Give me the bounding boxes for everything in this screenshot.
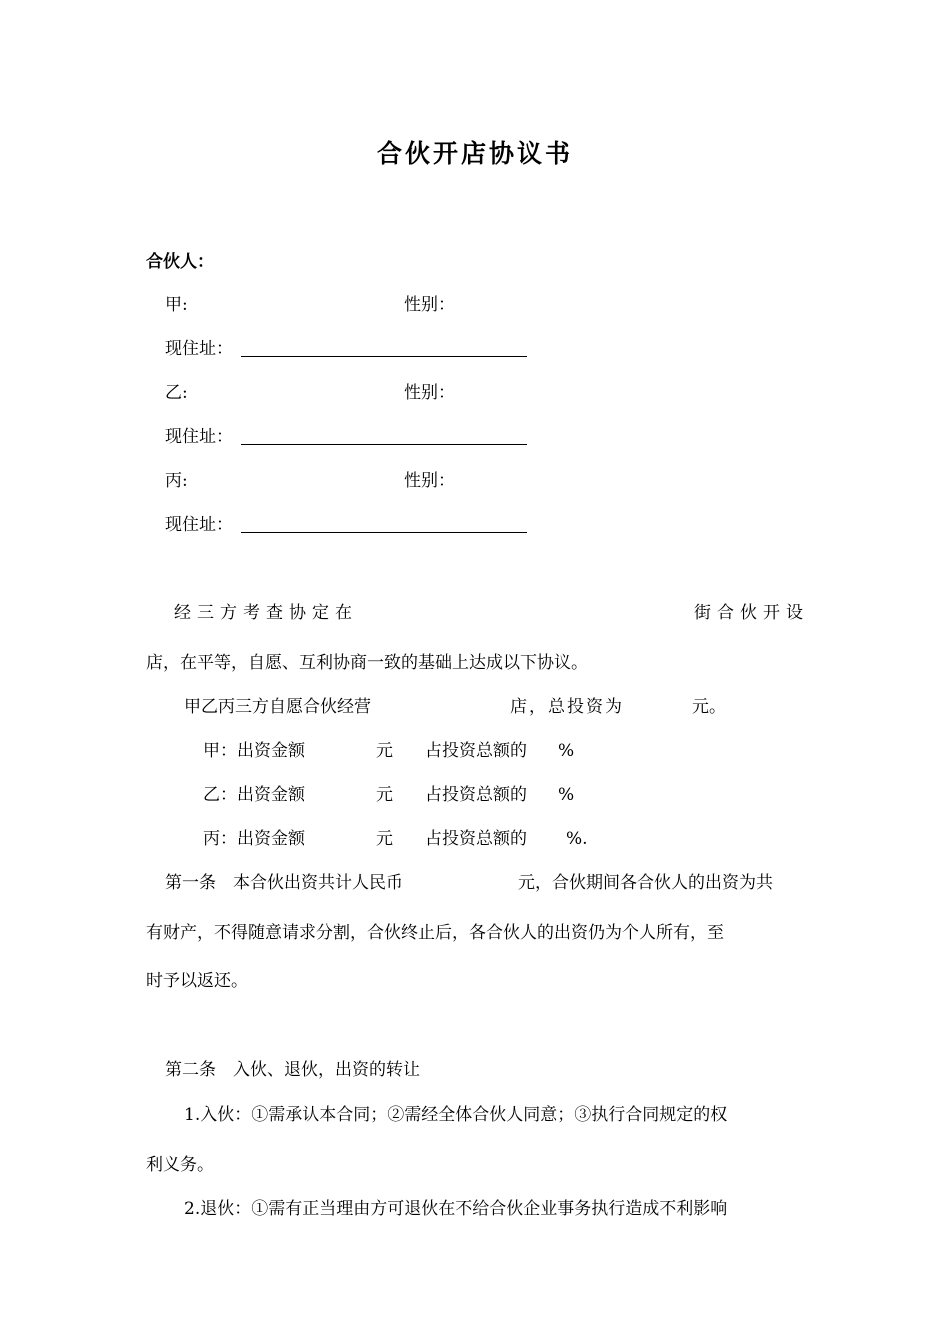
article1-line1-left: 第一条 本合伙出资共计人民币 <box>165 873 403 893</box>
article1-line2: 有财产，不得随意请求分割，合伙终止后，各合伙人的出资仍为个人所有，至 <box>146 923 724 943</box>
partner-b-gender-label: 性别： <box>404 383 455 403</box>
partner-c-label: 丙: <box>165 471 188 491</box>
partner-b-label: 乙: <box>165 383 188 403</box>
investment-row-b-share: 占投资总额的 <box>425 785 527 805</box>
partner-c-gender-label: 性别： <box>404 471 455 491</box>
partner-c-address-label: 现住址： <box>165 515 233 535</box>
article1-line1-right: 元，合伙期间各合伙人的出资为共 <box>518 873 773 893</box>
investment-line-right: 元。 <box>692 697 726 717</box>
investment-row-b-label: 乙：出资金额 <box>203 785 305 805</box>
article2-item2-line1: 2.退伙：①需有正当理由方可退伙在不给合伙企业事务执行造成不利影响 <box>184 1199 728 1219</box>
investment-row-b-pct: % <box>558 785 575 805</box>
partner-a-address-label: 现住址： <box>165 339 233 359</box>
investment-row-a-share: 占投资总额的 <box>425 741 527 761</box>
partner-b-address-label: 现住址： <box>165 427 233 447</box>
partner-a-address-blank <box>241 356 527 357</box>
investment-row-a-unit: 元 <box>376 741 393 761</box>
document-title: 合伙开店协议书 <box>376 139 573 168</box>
article2-item1-line1: 1.入伙：①需承认本合同；②需经全体合伙人同意；③执行合同规定的权 <box>184 1105 728 1125</box>
article1-line3: 时予以返还。 <box>146 971 248 991</box>
investment-line-mid: 店，总投资为 <box>510 697 624 717</box>
intro-line2: 店，在平等，自愿、互利协商一致的基础上达成以下协议。 <box>146 653 588 673</box>
article2-item1-line2: 利义务。 <box>146 1155 214 1175</box>
partner-a-gender-label: 性别： <box>404 295 455 315</box>
investment-line-left: 甲乙丙三方自愿合伙经营 <box>184 697 371 717</box>
investment-row-a-pct: % <box>558 741 575 761</box>
investment-row-c-unit: 元 <box>376 829 393 849</box>
intro-line1-right: 街合伙开设 <box>694 603 809 623</box>
investment-row-a-label: 甲：出资金额 <box>203 741 305 761</box>
partner-c-address-blank <box>241 532 527 533</box>
article2-heading: 第二条 入伙、退伙，出资的转让 <box>165 1060 420 1080</box>
partners-heading: 合伙人： <box>146 252 214 272</box>
investment-row-c-pct: %. <box>566 829 588 849</box>
intro-line1-left: 经三方考查协定在 <box>174 603 358 623</box>
investment-row-c-share: 占投资总额的 <box>425 829 527 849</box>
investment-row-c-label: 丙：出资金额 <box>203 829 305 849</box>
partner-a-label: 甲: <box>165 295 188 315</box>
partner-b-address-blank <box>241 444 527 445</box>
investment-row-b-unit: 元 <box>376 785 393 805</box>
